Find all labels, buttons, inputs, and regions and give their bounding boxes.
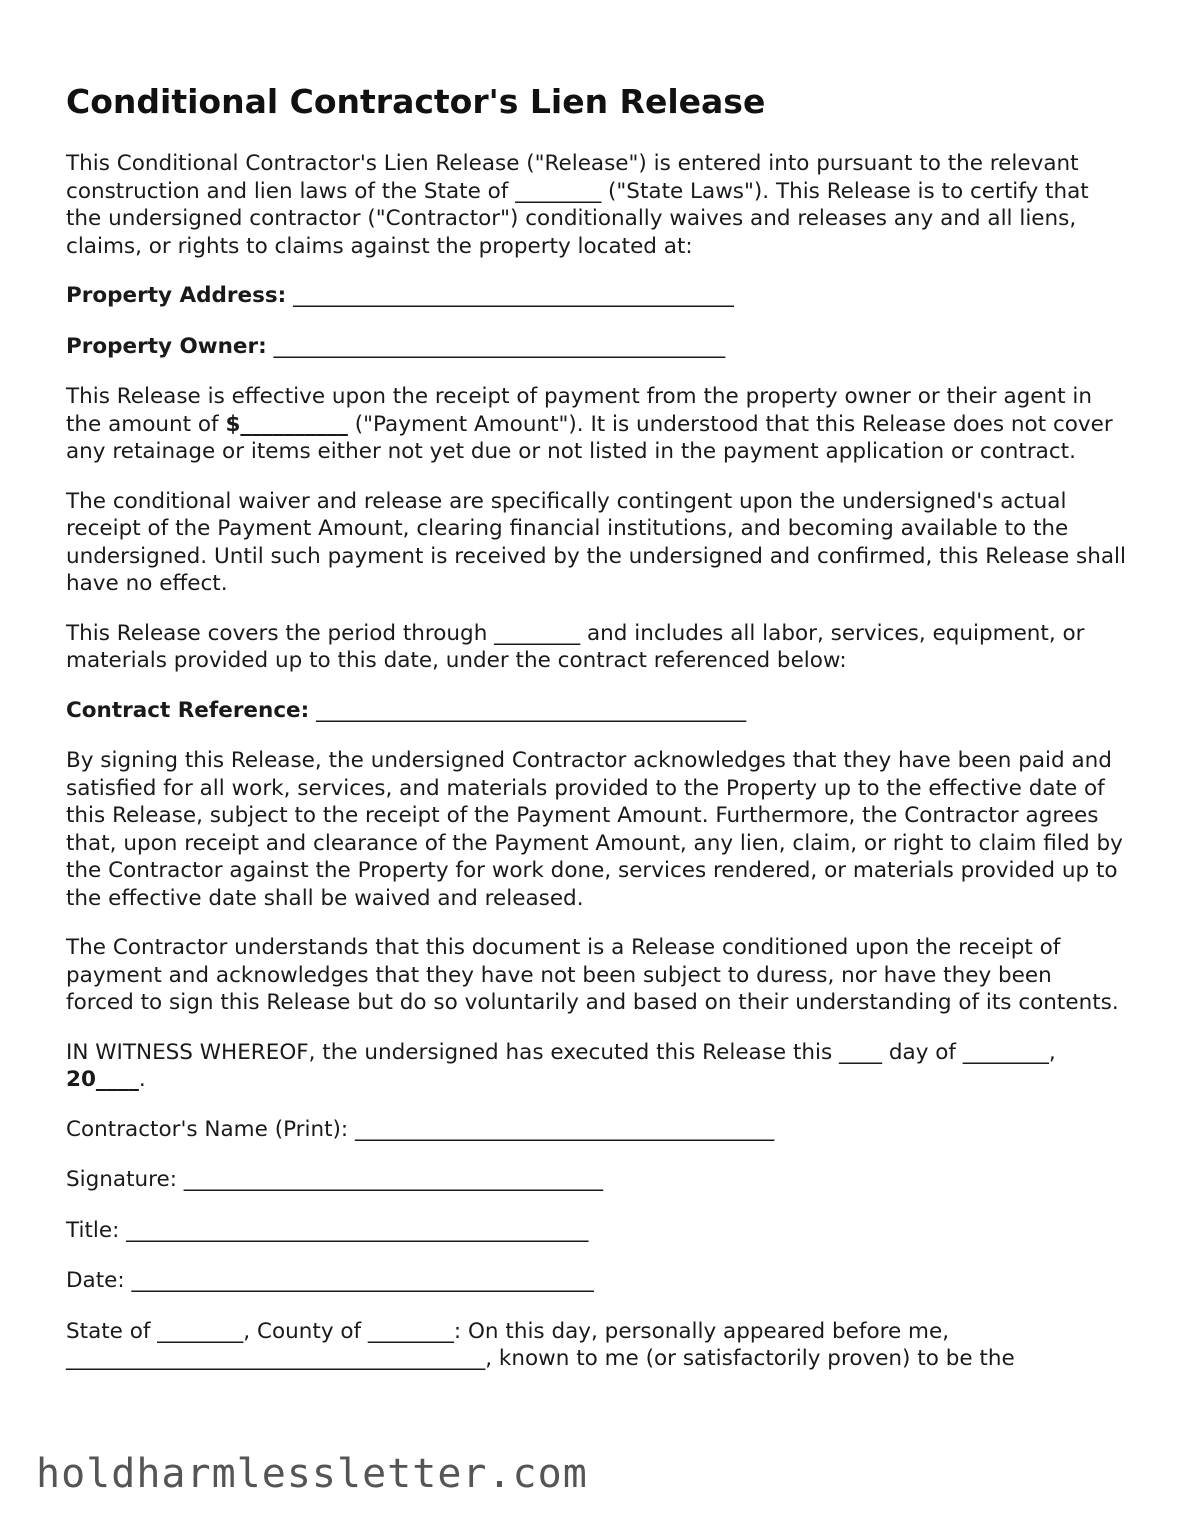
intro-paragraph: This Conditional Contractor's Lien Release ("Release") is entered into pursuant to the relevant construction and lien laws of the State of ________ ("State Laws"). This Release is to certify that the undersigned contractor ("Contractor") conditionally waives and releases any and all liens, claims, or rights to claims against the property located at: bbox=[66, 151, 1089, 259]
period-paragraph: This Release covers the period through ________ and includes all labor, services, equipment, or materials provided up to this date, under the contract referenced below: bbox=[66, 620, 1085, 673]
witness-year-blank: 20____ bbox=[66, 1067, 139, 1092]
document-title: Conditional Contractor's Lien Release bbox=[66, 82, 766, 121]
witness-text: IN WITNESS WHEREOF, the undersigned has executed this Release this ____ day of ________, bbox=[66, 1039, 1056, 1065]
property-address-blank: _________________________________________ bbox=[293, 283, 734, 308]
payment-paragraph bbox=[66, 383, 1126, 466]
payment-amount-blank: $__________ bbox=[225, 411, 348, 437]
document-page bbox=[66, 82, 1126, 1395]
signature-field: Signature: _______________________________________ bbox=[66, 1167, 604, 1192]
witness-end: . bbox=[138, 1067, 146, 1092]
contingency-paragraph: The conditional waiver and release are specifically contingent upon the undersigned's actual receipt of the Payment Amount, clearing financial institutions, and becoming available to the undersigned. Until such payment is received by the undersigned and confirmed, this Release shall have no effect. bbox=[66, 488, 1126, 596]
property-owner-label: Property Owner: bbox=[66, 333, 267, 359]
notary-paragraph: State of ________, County of ________: On this day, personally appeared before me, _______________________________________, known to me (or satisfactorily proven) to be the bbox=[66, 1318, 1015, 1371]
contract-reference-label: Contract Reference: bbox=[66, 697, 310, 723]
payment-text-after: ("Payment Amount"). It is understood that this Release does not cover any retainage or items either not yet due or not listed in the payment application or contract. bbox=[66, 411, 1113, 464]
property-owner-blank: __________________________________________ bbox=[273, 333, 726, 359]
contractor-name-field: Contractor's Name (Print): _______________________________________ bbox=[66, 1116, 775, 1142]
payment-text-before: This Release is effective upon the receipt of payment from the property owner or their agent in the amount of bbox=[66, 384, 1093, 437]
contract-reference-blank: ________________________________________ bbox=[316, 697, 747, 723]
witness-paragraph bbox=[66, 1039, 1126, 1094]
property-address-field bbox=[66, 282, 1126, 310]
duress-paragraph: The Contractor understands that this document is a Release conditioned upon the receipt of payment and acknowledges that they have not been subject to duress, nor have they been forced to sign this Release but do so voluntarily and based on their understanding of its contents. bbox=[66, 935, 1119, 1015]
title-field: Title: ___________________________________________ bbox=[66, 1217, 589, 1243]
acknowledgment-paragraph: By signing this Release, the undersigned Contractor acknowledges that they have been paid and satisfied for all work, services, and materials provided to the Property up to the effective date of this Release, subject to the receipt of the Payment Amount. Furthermore, the Contractor agrees that, upon receipt and clearance of the Payment Amount, any lien, claim, or right to claim filed by the Contractor against the Property for work done, services rendered, or materials provided up to the effective date shall be waived and released. bbox=[66, 748, 1123, 911]
watermark-logo: holdharmlessletter.com bbox=[36, 1451, 588, 1497]
contract-reference-field bbox=[66, 697, 1126, 725]
property-address-label: Property Address: bbox=[66, 283, 287, 308]
property-owner-field bbox=[66, 333, 1126, 361]
date-field: Date: ___________________________________________ bbox=[66, 1268, 594, 1293]
